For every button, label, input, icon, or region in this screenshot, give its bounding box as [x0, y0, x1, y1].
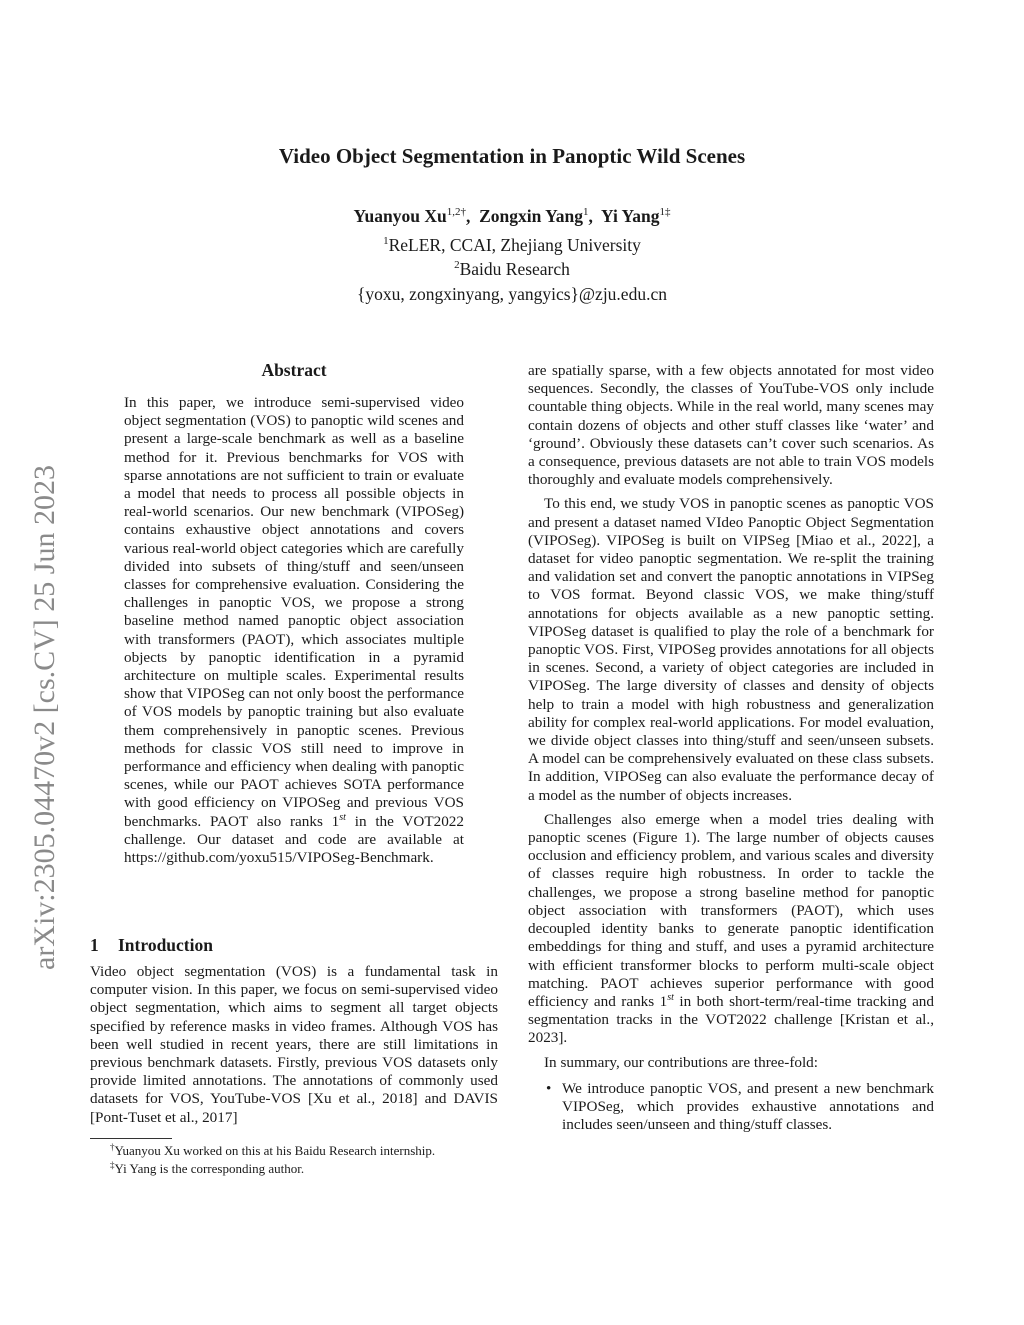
body-paragraph: To this end, we study VOS in panoptic scenes as panoptic VOS and present a dataset named VIdeo Panoptic Object Segmentation (VIPOSeg). VIPOSeg is built on VIPSeg [Miao et al., 2022], a dataset for video panoptic segmentation. We re-split the training and validation set and convert the panoptic annotations in VIPSeg to VOS format. Beyond classic VOS, we make thing/stuff annotations for objects available as a new panoptic setting. VIPOSeg dataset is qualified to play the role of a benchmark for panoptic VOS. First, VIPOSeg provides annotations for all objects in scenes. Second, a variety of object categories are included in VIPOSeg. The large diversity of classes and density of objects help to train a model with high robustness and generalization ability for complex real-world applications. For model evaluation, we divide object classes into thing/stuff and seen/unseen subsets. A model can be comprehensively evaluated on these class subsets. In addition, VIPOSeg can also evaluate the performance decay of a model as the number of objects increases.	[528, 495, 934, 804]
body-paragraph: In summary, our contributions are three-fold:	[544, 1053, 818, 1071]
affiliation-mark: 1	[383, 235, 389, 247]
footnote-mark: †	[110, 1142, 115, 1152]
paper-title: Video Object Segmentation in Panoptic Wild Scenes	[278, 144, 746, 168]
footnote-mark: ‡	[110, 1160, 115, 1170]
author-name: Yuanyou Xu	[353, 206, 447, 226]
affiliation-line	[0, 259, 1024, 280]
list-item-text: We introduce panoptic VOS, and present a new benchmark VIPOSeg, which provides exhaustive annotations and includes seen/unseen and thing/stuff classes.	[562, 1079, 934, 1134]
footnote-text: Yuanyou Xu worked on this at his Baidu Research internship.	[114, 1143, 436, 1158]
contribution-list	[528, 1080, 934, 1135]
bullet-icon: •	[546, 1079, 552, 1097]
affiliation-mark: 2	[454, 259, 460, 271]
affiliation-text: ReLER, CCAI, Zhejiang University	[388, 235, 641, 255]
paragraph-text-end: in both short-term/real-time tracking and segmentation tracks in the VOT2022 challenge [Kristan et al., 2023].	[528, 992, 934, 1047]
body-paragraph: are spatially sparse, with a few objects annotated for most video sequences. Secondly, the classes of YouTube-VOS only include countable thing objects. While in the real world, many scenes may contain dozens of objects and other stuff classes like ‘water’ and ‘ground’. Obviously these datasets can’t cover such scenarios. As a consequence, previous datasets are not able to train VOS models thoroughly and evaluate models comprehensively.	[528, 362, 934, 489]
section-title: Introduction	[118, 935, 213, 955]
abstract-text: In this paper, we introduce semi-supervised video object segmentation (VOS) to panoptic wild scenes and present a large-scale benchmark as well as a baseline method for it. Previous benchmarks for VOS with sparse annotations are not sufficient to train or evaluate a model that needs to process all possible objects in real-world scenarios. Our new benchmark (VIPOSeg) contains exhaustive object annotations and covers various real-world object categories which are carefully divided into subsets of thing/stuff and seen/unseen classes for comprehensive evaluation. Considering the challenges in panoptic VOS, we propose a strong baseline method named panoptic object association with transformers (PAOT), which associates multiple objects by panoptic identification in a pyramid architecture on multiple scales. Experimental results show that VIPOSeg can not only boost the performance of VOS models by panoptic training but also evaluate them comprehensively in panoptic scenes. Previous methods for classic VOS still need to improve in performance and efficiency when dealing with panoptic scenes, while our PAOT achieves SOTA performance with good efficiency on VIPOSeg and previous VOS benchmarks. PAOT also ranks 1	[124, 394, 464, 830]
affiliation-line	[0, 235, 1024, 256]
author-list: Yuanyou $Xu^{1,2\dagger}$, Zongxin Yang$^1$, Yi Yang$^{1\ddagger}$	[353, 206, 671, 226]
abstract-body	[124, 394, 464, 867]
paragraph-text: Challenges also emerge when a model tries dealing with panoptic scenes (Figure 1). The large number of objects causes occlusion and efficiency problem, and various scales and diversity of classes require high robustness. In order to tackle the challenges, we propose a strong baseline method for panoptic object association with transformers (PAOT), which uses decoupled identity banks to generate panoptic identification embeddings for thing and stuff, and uses a pyramid architecture with efficient transformer blocks to perform multi-scale object matching. PAOT achieves superior performance with good efficiency and ranks 1	[528, 810, 934, 1010]
intro-paragraph: Video object segmentation (VOS) is a fundamental task in computer vision. In this paper, we focus on semi-supervised video object segmentation, which aims to segment all target objects specified by reference masks in video frames. Although VOS has been well studied in recent years, there are still limitations in previous benchmark datasets. Firstly, previous VOS datasets only provide limited annotations. The annotations of commonly used datasets for VOS, YouTube-VOS [Xu et al., 2018] and DAVIS [Pont-Tuset et al., 2017]	[90, 963, 498, 1126]
rank-superscript: st	[339, 811, 346, 823]
body-paragraph	[528, 811, 934, 1048]
author-affil-mark: 1‡	[659, 206, 671, 218]
footnote-text: Yi Yang is the corresponding author.	[114, 1161, 305, 1176]
section-number: 1	[90, 935, 99, 955]
footnote	[110, 1143, 435, 1159]
list-item	[546, 1079, 934, 1135]
footnote-divider	[90, 1138, 172, 1139]
abstract-heading: Abstract	[261, 360, 327, 380]
abstract-text-end: in the VOT2022 challenge. Our dataset and code are available at https://github.com/yoxu515/VIPOSeg-Benchmark.	[124, 812, 464, 867]
rank-superscript: st	[667, 991, 674, 1003]
author-affil-mark: 1	[583, 206, 589, 218]
author-name: Zongxin Yang	[479, 206, 583, 226]
arxiv-stamp: arXiv:2305.04470v2 [cs.CV] 25 Jun 2023	[28, 465, 61, 970]
author-emails: {yoxu, zongxinyang, yangyics}@zju.edu.cn	[357, 284, 667, 304]
footnote	[110, 1161, 304, 1177]
author-name: Yi Yang	[600, 206, 660, 226]
section-heading	[90, 935, 213, 956]
affiliation-text: Baidu Research	[459, 259, 570, 279]
author-affil-mark: 1,2†	[446, 206, 466, 218]
right-column	[528, 362, 934, 1134]
